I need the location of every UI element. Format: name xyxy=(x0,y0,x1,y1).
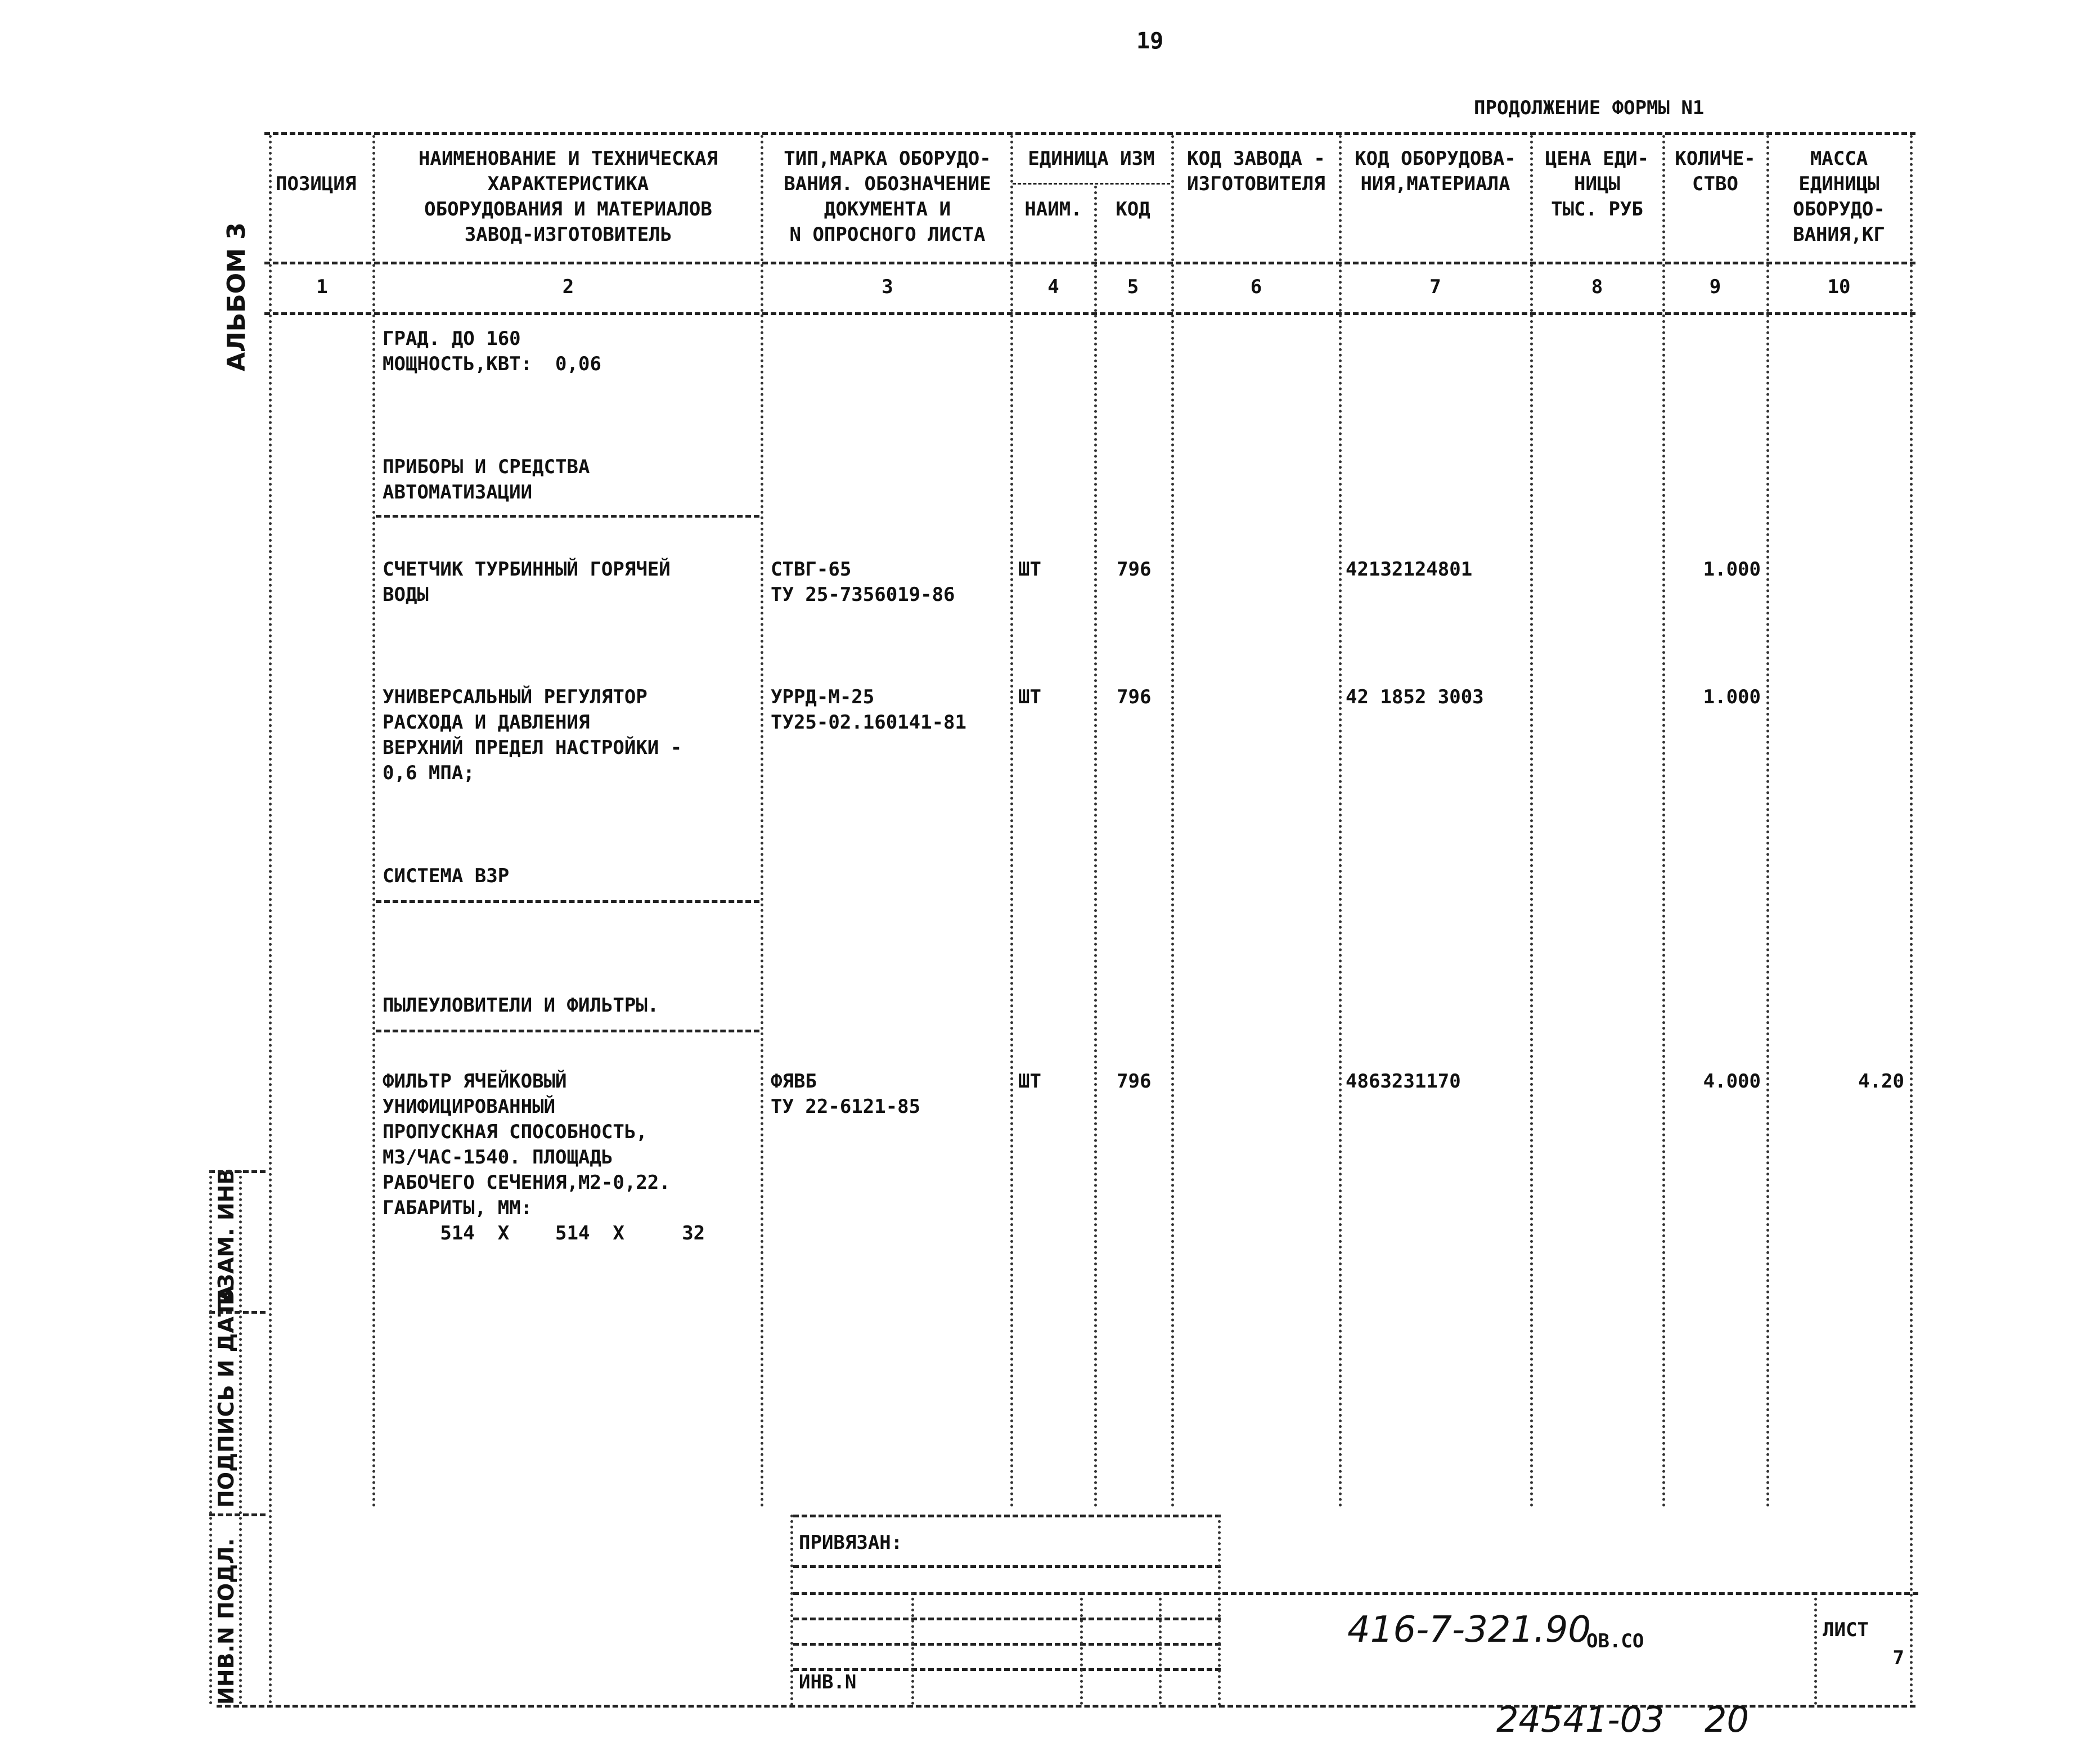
stamp-document-suffix: ОВ.СО xyxy=(1586,1630,1644,1652)
margin-left-border xyxy=(209,1170,212,1705)
col-number-5: 5 xyxy=(1127,276,1139,298)
row-name: РАСХОДА И ДАВЛЕНИЯ xyxy=(383,711,590,734)
section-underline xyxy=(376,900,759,903)
col-number-9: 9 xyxy=(1709,276,1721,298)
row-type: ТУ25-02.160141-81 xyxy=(771,711,966,734)
row-name: СЧЕТЧИК ТУРБИННЫЙ ГОРЯЧЕЙ xyxy=(383,558,671,581)
header-col3-line3: ДОКУМЕНТА И xyxy=(824,198,951,221)
row-name: РАБОЧЕГО СЕЧЕНИЯ,М2-0,22. xyxy=(383,1171,671,1194)
header-col2-line3: ОБОРУДОВАНИЯ И МАТЕРИАЛОВ xyxy=(424,198,712,221)
archive-sheet: 20 xyxy=(1705,1699,1749,1740)
section-heading: СИСТЕМА ВЗР xyxy=(383,865,510,887)
col-number-7: 7 xyxy=(1429,276,1441,298)
stamp-inv-label: ИНВ.N xyxy=(799,1671,857,1693)
row-type: ТУ 25-7356019-86 xyxy=(771,583,955,606)
col-sep-1 xyxy=(372,135,375,1508)
header-col45: ЕДИНИЦА ИЗМ xyxy=(1028,147,1155,170)
row-unit: ШТ xyxy=(1018,558,1041,581)
row-type: СТВГ-65 xyxy=(771,558,852,581)
header-col10-line2: ЕДИНИЦЫ xyxy=(1798,173,1879,195)
row-name: УНИВЕРСАЛЬНЫЙ РЕГУЛЯТОР xyxy=(383,686,647,708)
section-underline xyxy=(376,1030,759,1032)
header-col9-line1: КОЛИЧЕ- xyxy=(1675,147,1756,170)
header-col10-line4: ВАНИЯ,КГ xyxy=(1793,223,1885,246)
stamp-rule-2 xyxy=(793,1592,1918,1595)
album-label: АЛЬБОМ 3 xyxy=(222,222,251,371)
col-number-2: 2 xyxy=(562,276,574,298)
row-name: 0,6 МПА; xyxy=(383,762,475,784)
header-col7-line2: НИЯ,МАТЕРИАЛА xyxy=(1360,173,1510,195)
header-col3-line2: ВАНИЯ. ОБОЗНАЧЕНИЕ xyxy=(784,173,991,195)
numbers-bottom-rule xyxy=(264,312,1915,315)
col-sep-2 xyxy=(761,135,763,1508)
replaced-inv-label: ВЗАМ. ИНВ xyxy=(214,1168,239,1305)
section-heading: АВТОМАТИЗАЦИИ xyxy=(383,481,533,504)
col-sep-4 xyxy=(1094,186,1097,1508)
col-sep-7 xyxy=(1530,135,1533,1508)
header-col6-line2: ИЗГОТОВИТЕЛЯ xyxy=(1187,173,1325,195)
col-number-1: 1 xyxy=(316,276,328,298)
row-unit: ШТ xyxy=(1018,1070,1041,1093)
row-name: ГРАД. ДО 160 xyxy=(383,327,521,350)
header-col3-line1: ТИП,МАРКА ОБОРУДО- xyxy=(784,147,991,170)
row-unit-code: 796 xyxy=(1117,1070,1152,1093)
section-heading: ПРИБОРЫ И СРЕДСТВА xyxy=(383,456,590,478)
stamp-cell-sep-1 xyxy=(911,1592,914,1705)
col-sep-8 xyxy=(1662,135,1665,1508)
col-sep-0 xyxy=(269,135,272,1705)
archive-number: 24541-03 xyxy=(1496,1699,1665,1740)
stamp-top-rule xyxy=(793,1515,1221,1517)
row-name: МОЩНОСТЬ,КВТ: 0,06 xyxy=(383,353,601,375)
margin-inner-border xyxy=(239,1170,242,1705)
header-col10-line1: МАССА xyxy=(1810,147,1868,170)
header-col2-line4: ЗАВОД-ИЗГОТОВИТЕЛЬ xyxy=(464,223,672,246)
section-underline xyxy=(376,515,759,518)
row-name: ВОДЫ xyxy=(383,583,429,606)
header-col2-line1: НАИМЕНОВАНИЕ И ТЕХНИЧЕСКАЯ xyxy=(418,147,718,170)
col-sep-6 xyxy=(1339,135,1342,1508)
header-col4: НАИМ. xyxy=(1024,198,1082,221)
row-quantity: 1.000 xyxy=(1703,686,1761,708)
row-name: М3/ЧАС-1540. ПЛОЩАДЬ xyxy=(383,1146,613,1169)
row-name: УНИФИЦИРОВАННЫЙ xyxy=(383,1095,556,1118)
row-quantity: 1.000 xyxy=(1703,558,1761,581)
header-col8-line1: ЦЕНА ЕДИ- xyxy=(1545,147,1649,170)
col-number-8: 8 xyxy=(1591,276,1603,298)
header-col6-line1: КОД ЗАВОДА - xyxy=(1187,147,1325,170)
col-number-4: 4 xyxy=(1047,276,1059,298)
header-col9-line2: СТВО xyxy=(1692,173,1738,195)
header-col45-rule xyxy=(1013,183,1170,185)
row-mass: 4.20 xyxy=(1858,1070,1904,1093)
margin-rule-1 xyxy=(209,1170,266,1173)
row-quantity: 4.000 xyxy=(1703,1070,1761,1093)
stamp-rule-5 xyxy=(793,1668,1221,1671)
header-col8-line2: НИЦЫ xyxy=(1574,173,1620,195)
col-number-10: 10 xyxy=(1827,276,1851,298)
stamp-cell-sep-2 xyxy=(1080,1592,1083,1705)
stamp-rule-3 xyxy=(793,1618,1221,1620)
col-number-3: 3 xyxy=(882,276,893,298)
stamp-privyazan-label: ПРИВЯЗАН: xyxy=(799,1531,903,1554)
row-unit-code: 796 xyxy=(1117,558,1152,581)
header-col3-line4: N ОПРОСНОГО ЛИСТА xyxy=(789,223,986,246)
header-col5: КОД xyxy=(1116,198,1150,221)
page-number: 19 xyxy=(1136,28,1164,54)
stamp-left-border xyxy=(790,1515,793,1706)
row-name: ГАБАРИТЫ, ММ: xyxy=(383,1197,533,1219)
row-unit-code: 796 xyxy=(1117,686,1152,708)
header-col10-line3: ОБОРУДО- xyxy=(1793,198,1885,221)
col-sep-3 xyxy=(1010,135,1013,1508)
col-sep-5 xyxy=(1171,135,1174,1508)
margin-rule-2 xyxy=(209,1311,266,1314)
header-col8-line3: ТЫС. РУБ xyxy=(1551,198,1643,221)
signature-date-label: ПОДПИСЬ И ДАТА xyxy=(214,1285,239,1508)
margin-rule-3 xyxy=(209,1513,266,1516)
row-name: ПРОПУСКНАЯ СПОСОБНОСТЬ, xyxy=(383,1121,647,1143)
stamp-document-code: 416-7-321.90 xyxy=(1347,1609,1591,1651)
row-type: УРРД-М-25 xyxy=(771,686,875,708)
section-heading: ПЫЛЕУЛОВИТЕЛИ И ФИЛЬТРЫ. xyxy=(383,994,659,1017)
header-top-rule xyxy=(264,132,1915,135)
stamp-sheet-sep xyxy=(1814,1592,1817,1705)
row-name: ВЕРХНИЙ ПРЕДЕЛ НАСТРОЙКИ - xyxy=(383,736,682,759)
row-type: ФЯВБ xyxy=(771,1070,817,1093)
col-sep-10 xyxy=(1910,135,1913,1705)
stamp-sheet-number: 7 xyxy=(1892,1647,1904,1669)
header-col2-line2: ХАРАКТЕРИСТИКА xyxy=(487,173,649,195)
stamp-rule-4 xyxy=(793,1643,1221,1646)
row-type: ТУ 22-6121-85 xyxy=(771,1095,921,1118)
continuation-title: ПРОДОЛЖЕНИЕ ФОРМЫ N1 xyxy=(1474,97,1705,119)
row-equipment-code: 42 1852 3003 xyxy=(1346,686,1484,708)
header-col7-line1: КОД ОБОРУДОВА- xyxy=(1355,147,1516,170)
row-name: 514 X 514 X 32 xyxy=(383,1222,705,1245)
col-number-6: 6 xyxy=(1250,276,1262,298)
stamp-right-border xyxy=(1218,1515,1221,1706)
row-equipment-code: 42132124801 xyxy=(1346,558,1473,581)
row-unit: ШТ xyxy=(1018,686,1041,708)
stamp-cell-sep-3 xyxy=(1159,1592,1162,1705)
col-sep-9 xyxy=(1766,135,1769,1508)
stamp-sheet-label: ЛИСТ xyxy=(1823,1619,1869,1641)
row-name: ФИЛЬТР ЯЧЕЙКОВЫЙ xyxy=(383,1070,567,1093)
header-col1: ПОЗИЦИЯ xyxy=(276,173,357,195)
original-inv-label: ИНВ.N ПОДЛ. xyxy=(214,1538,239,1705)
row-equipment-code: 4863231170 xyxy=(1346,1070,1461,1093)
stamp-rule-1 xyxy=(793,1565,1221,1568)
header-bottom-rule xyxy=(264,262,1915,264)
